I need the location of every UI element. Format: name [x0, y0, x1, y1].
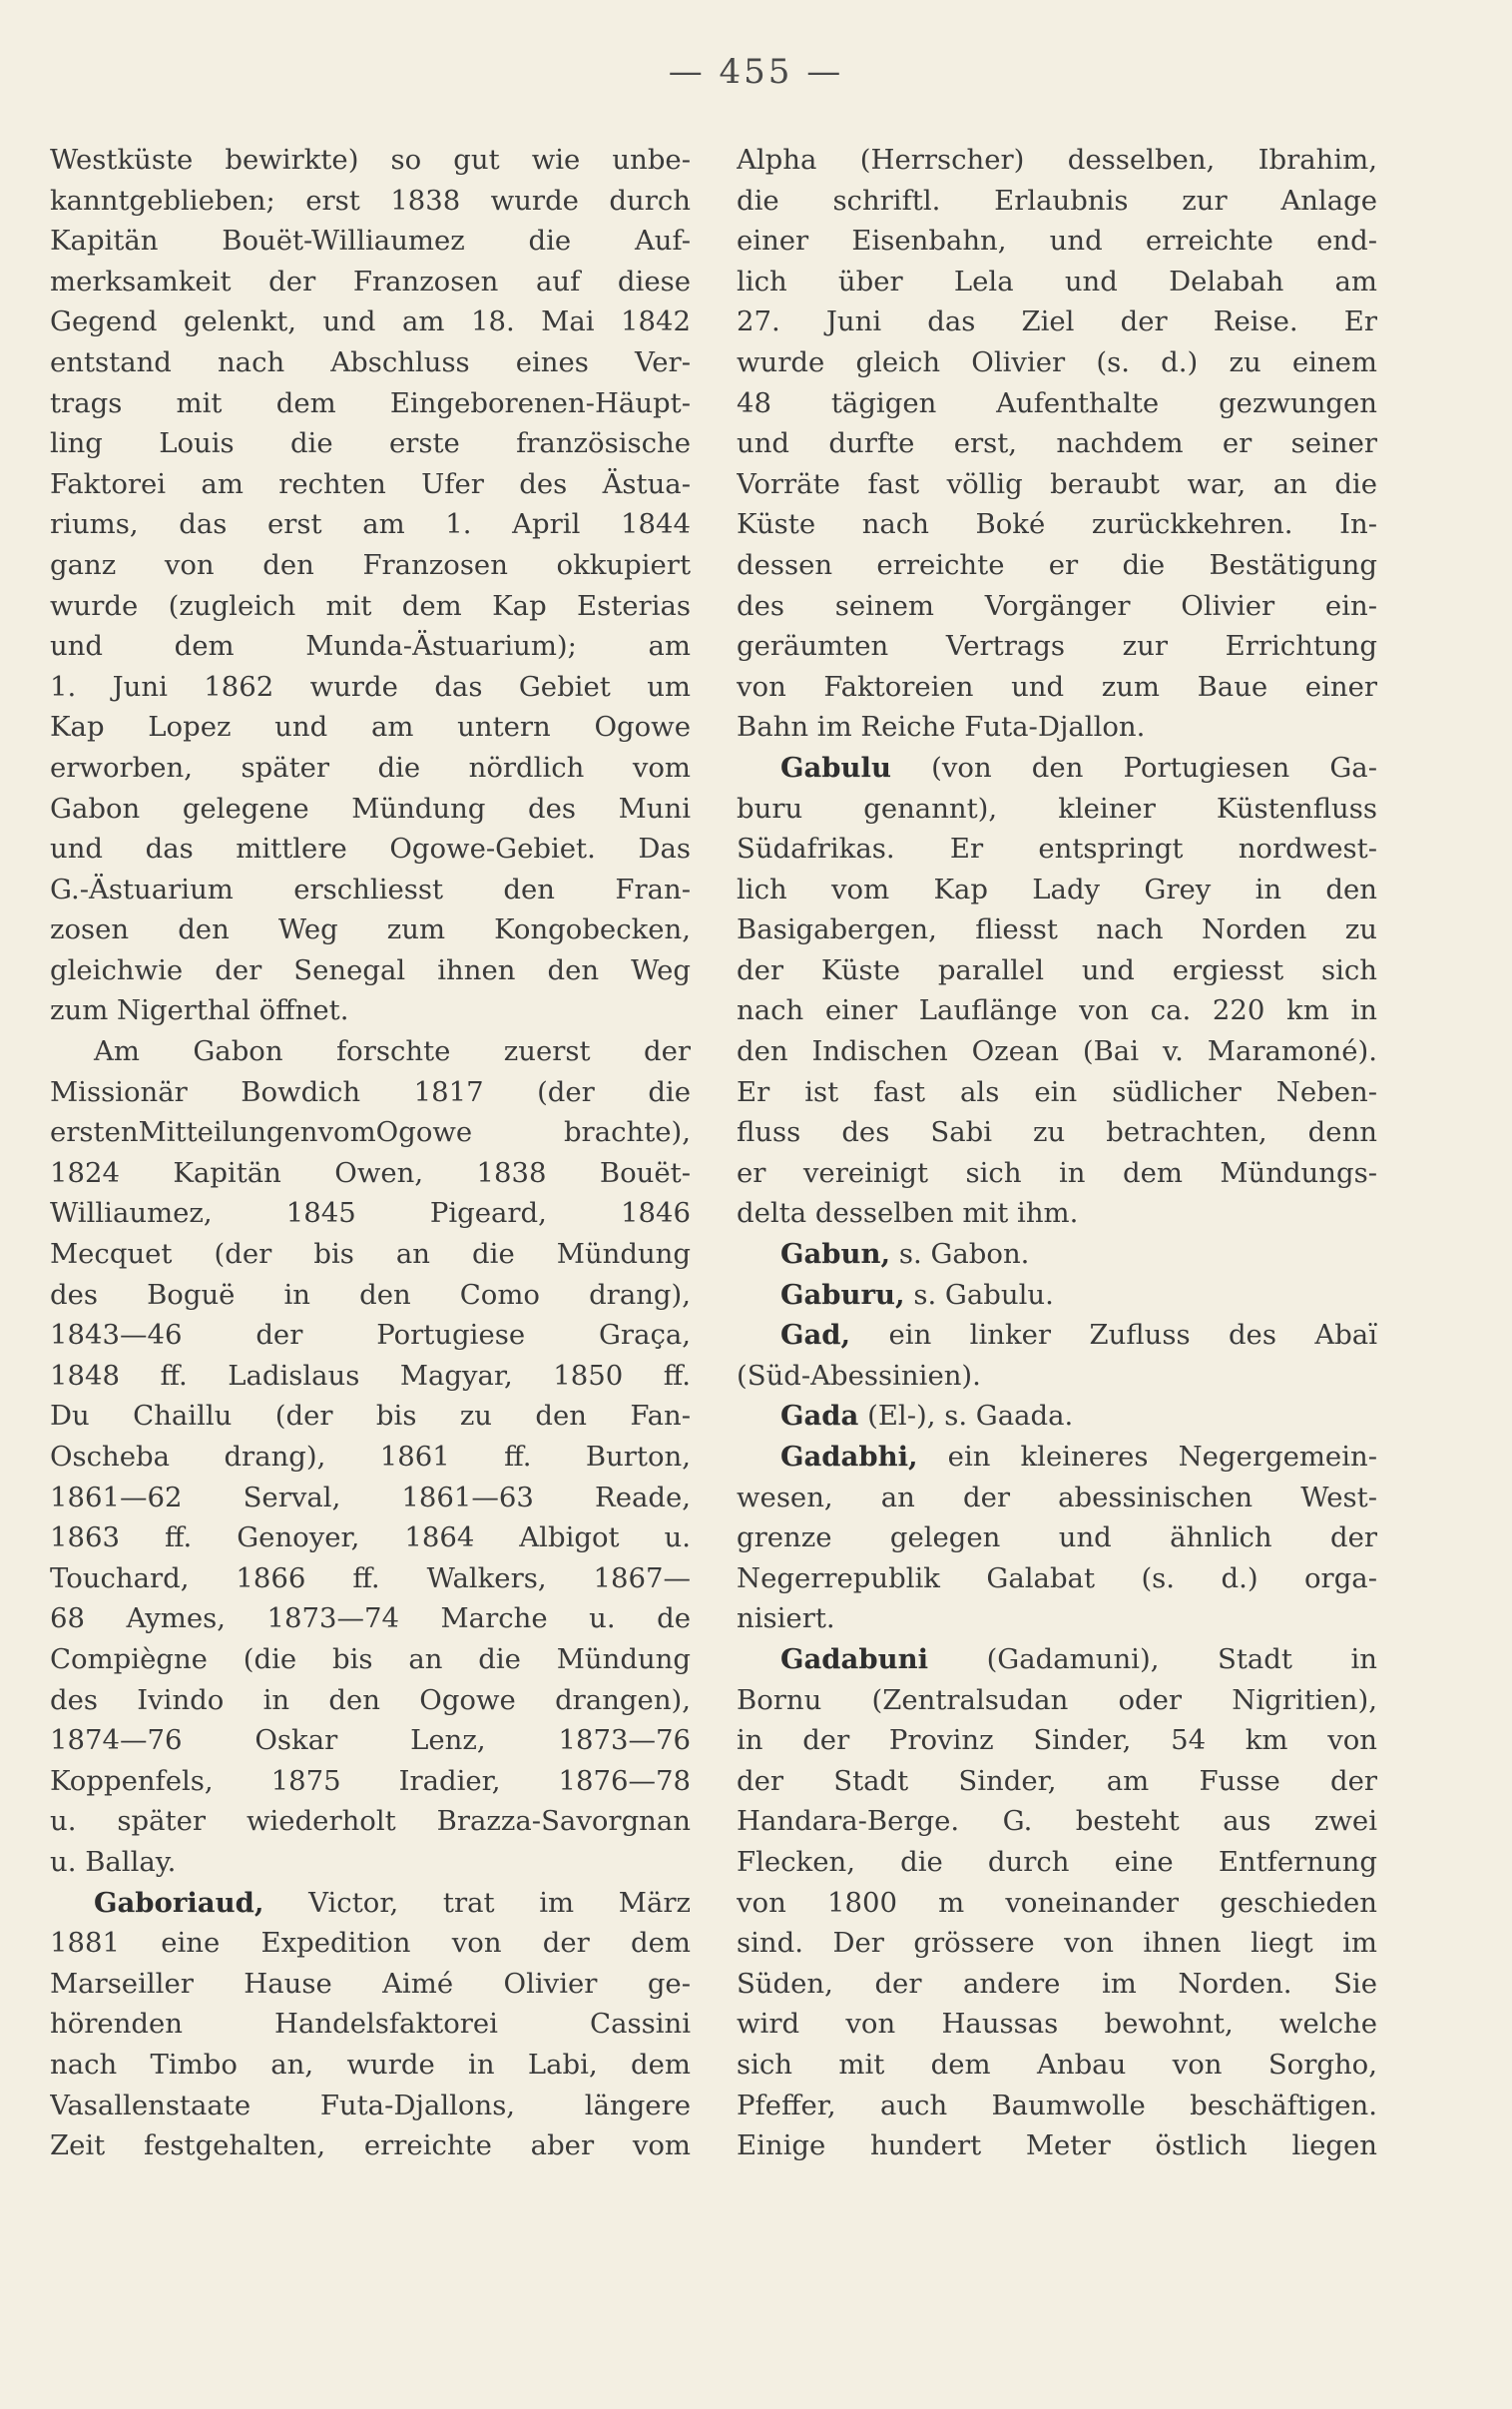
line-text: und dem Munda-Ästuarium); am	[50, 630, 691, 663]
line-text: des seinem Vorgänger Olivier ein-	[737, 589, 1377, 622]
line-text: sind. Der grössere von ihnen liegt im	[737, 1927, 1377, 1960]
line-text: Am Gabon forschte zuerst der	[94, 1035, 691, 1068]
text-line	[737, 1193, 1377, 1234]
text-line	[50, 383, 691, 424]
line-text: nisiert.	[737, 1602, 835, 1635]
text-line	[50, 748, 691, 789]
line-text: entstand nach Abschluss eines Ver-	[50, 345, 691, 378]
text-line	[737, 829, 1377, 870]
text-line	[737, 2004, 1377, 2045]
text-line	[50, 2045, 691, 2086]
line-text: 1. Juni 1862 wurde das Gebiet um	[50, 670, 691, 703]
text-line	[737, 1031, 1377, 1072]
text-line	[50, 909, 691, 950]
text-line	[737, 1558, 1377, 1599]
text-line	[50, 1275, 691, 1316]
line-text: nach Timbo an, wurde in Labi, dem	[50, 2048, 691, 2081]
text-line	[737, 1842, 1377, 1883]
line-text: lich über Lela und Delabah am	[737, 265, 1377, 298]
text-line	[737, 545, 1377, 586]
text-line	[737, 909, 1377, 950]
line-text: von 1800 m voneinander geschieden	[737, 1886, 1377, 1919]
text-line	[737, 707, 1377, 748]
line-text: Alpha (Herrscher) desselben, Ibrahim,	[737, 144, 1377, 176]
line-text: Bornu (Zentralsudan oder Nigritien),	[737, 1683, 1377, 1716]
line-text: 1824 Kapitän Owen, 1838 Bouët-	[50, 1156, 691, 1189]
line-text: Kapitän Bouët-Williaumez die Auf-	[50, 225, 691, 258]
text-line	[50, 1639, 691, 1680]
line-text: einer Eisenbahn, und erreichte end-	[737, 225, 1377, 258]
line-text: Touchard, 1866 ff. Walkers, 1867—	[50, 1561, 691, 1594]
line-text: (El-), s. Gaada.	[858, 1400, 1074, 1433]
text-line	[50, 1153, 691, 1194]
line-text: 1861—62 Serval, 1861—63 Reade,	[50, 1481, 691, 1513]
text-line	[50, 667, 691, 708]
text-line	[50, 1598, 691, 1639]
text-line	[737, 1883, 1377, 1924]
text-line	[737, 2086, 1377, 2126]
text-line	[737, 1275, 1377, 1316]
text-line	[737, 1234, 1377, 1275]
line-text: den Indischen Ozean (Bai v. Maramoné).	[737, 1035, 1377, 1068]
text-line	[737, 667, 1377, 708]
line-text: ganz von den Franzosen okkupiert	[50, 548, 691, 581]
text-line	[737, 950, 1377, 991]
text-line	[737, 1801, 1377, 1842]
text-line	[50, 181, 691, 222]
line-text: (Süd-Abessinien).	[737, 1359, 981, 1392]
line-text: kanntgeblieben; erst 1838 wurde durch	[50, 184, 691, 217]
line-text: geräumten Vertrags zur Errichtung	[737, 630, 1377, 663]
text-line	[737, 2045, 1377, 2086]
text-line	[50, 1234, 691, 1275]
text-line	[50, 1193, 691, 1234]
line-text: 1881 eine Expedition von der dem	[50, 1927, 691, 1960]
text-line	[50, 1842, 691, 1883]
line-text: s. Gabulu.	[904, 1278, 1054, 1311]
text-line	[737, 504, 1377, 545]
entry-term: Gada	[780, 1400, 859, 1433]
text-line	[737, 1761, 1377, 1802]
line-text: Williaumez, 1845 Pigeard, 1846	[50, 1197, 691, 1230]
text-line	[737, 1964, 1377, 2005]
text-line	[50, 1801, 691, 1842]
text-line	[737, 626, 1377, 667]
line-text: G.-Ästuarium erschliesst den Fran-	[50, 873, 691, 905]
line-text: Pfeffer, auch Baumwolle beschäftigen.	[737, 2089, 1377, 2121]
line-text: Oscheba drang), 1861 ff. Burton,	[50, 1441, 691, 1473]
text-line	[50, 504, 691, 545]
text-line	[50, 789, 691, 830]
text-line	[50, 1923, 691, 1964]
text-line	[50, 829, 691, 870]
line-text: gleichwie der Senegal ihnen den Weg	[50, 953, 691, 986]
text-line	[50, 2125, 691, 2166]
text-line	[50, 1558, 691, 1599]
line-text: und durfte erst, nachdem er seiner	[737, 427, 1377, 460]
text-line	[50, 262, 691, 302]
line-text: sich mit dem Anbau von Sorgho,	[737, 2048, 1377, 2081]
text-line	[50, 1680, 691, 1721]
text-line	[50, 990, 691, 1031]
text-line	[737, 1153, 1377, 1194]
line-text: der Küste parallel und ergiesst sich	[737, 953, 1377, 986]
line-text: ling Louis die erste französische	[50, 427, 691, 460]
line-text: Marseiller Hause Aimé Olivier ge-	[50, 1967, 691, 2000]
text-line	[737, 1478, 1377, 1518]
text-line	[737, 990, 1377, 1031]
text-line	[737, 748, 1377, 789]
text-line	[50, 1964, 691, 2005]
entry-term: Gad,	[780, 1319, 851, 1352]
text-line	[737, 1598, 1377, 1639]
line-text: Vorräte fast völlig beraubt war, an die	[737, 467, 1377, 500]
line-text: lich vom Kap Lady Grey in den	[737, 873, 1377, 905]
line-text: zosen den Weg zum Kongobecken,	[50, 913, 691, 946]
line-text: Er ist fast als ein südlicher Neben-	[737, 1075, 1377, 1108]
text-line	[737, 342, 1377, 383]
line-text: Faktorei am rechten Ufer des Ästua-	[50, 467, 691, 500]
text-line	[737, 1396, 1377, 1437]
line-text: er vereinigt sich in dem Mündungs-	[737, 1156, 1377, 1189]
line-text: Einige hundert Meter östlich liegen	[737, 2129, 1377, 2162]
text-line	[737, 301, 1377, 342]
line-text: ein kleineres Negergemein-	[917, 1441, 1377, 1473]
text-line	[50, 2086, 691, 2126]
text-line	[50, 2004, 691, 2045]
text-line	[737, 1072, 1377, 1113]
entry-term: Gadabuni	[780, 1642, 929, 1675]
text-line	[50, 221, 691, 262]
line-text: 68 Aymes, 1873—74 Marche u. de	[50, 1602, 691, 1635]
text-line	[50, 1112, 691, 1153]
line-text: erstenMitteilungenvomOgowe brachte),	[50, 1116, 691, 1149]
text-line	[737, 464, 1377, 505]
line-text: wesen, an der abessinischen West-	[737, 1481, 1377, 1513]
text-line	[737, 1680, 1377, 1721]
line-text: des Ivindo in den Ogowe drangen),	[50, 1683, 691, 1716]
text-line	[737, 1639, 1377, 1680]
text-line	[737, 262, 1377, 302]
text-line	[50, 950, 691, 991]
text-line	[737, 1112, 1377, 1153]
text-line	[737, 1437, 1377, 1478]
text-line	[50, 1396, 691, 1437]
right-column	[737, 140, 1377, 2166]
line-text: Bahn im Reiche Futa-Djallon.	[737, 711, 1146, 744]
text-line	[50, 140, 691, 181]
line-text: Mecquet (der bis an die Mündung	[50, 1238, 691, 1271]
line-text: 1863 ff. Genoyer, 1864 Albigot u.	[50, 1521, 691, 1554]
line-text: Du Chaillu (der bis zu den Fan-	[50, 1400, 691, 1433]
line-text: 48 tägigen Aufenthalte gezwungen	[737, 386, 1377, 419]
text-line	[50, 1720, 691, 1761]
text-line	[50, 1883, 691, 1924]
text-line	[737, 586, 1377, 627]
line-text: Victor, trat im März	[263, 1886, 691, 1919]
line-text: u. Ballay.	[50, 1845, 177, 1878]
line-text: des Boguë in den Como drang),	[50, 1278, 691, 1311]
text-line	[737, 221, 1377, 262]
line-text: Gegend gelenkt, und am 18. Mai 1842	[50, 305, 691, 338]
line-text: riums, das erst am 1. April 1844	[50, 508, 691, 541]
page-number: — 455 —	[668, 52, 844, 92]
line-text: fluss des Sabi zu betrachten, denn	[737, 1116, 1377, 1149]
line-text: u. später wiederholt Brazza-Savorgnan	[50, 1805, 691, 1838]
text-line	[50, 464, 691, 505]
line-text: Westküste bewirkte) so gut wie unbe-	[50, 144, 691, 176]
line-text: wird von Haussas bewohnt, welche	[737, 2008, 1377, 2041]
text-line	[50, 1356, 691, 1397]
text-line	[50, 1315, 691, 1356]
entry-term: Gaboriaud,	[94, 1886, 264, 1919]
text-line	[737, 181, 1377, 222]
text-line	[50, 1031, 691, 1072]
text-line	[50, 586, 691, 627]
text-line	[737, 789, 1377, 830]
line-text: in der Provinz Sinder, 54 km von	[737, 1724, 1377, 1757]
line-text: (Gadamuni), Stadt in	[928, 1642, 1377, 1675]
line-text: 1843—46 der Portugiese Graça,	[50, 1319, 691, 1352]
line-text: der Stadt Sinder, am Fusse der	[737, 1764, 1377, 1797]
text-line	[737, 1356, 1377, 1397]
line-text: wurde (zugleich mit dem Kap Esterias	[50, 589, 691, 622]
line-text: Handara-Berge. G. besteht aus zwei	[737, 1805, 1377, 1838]
text-line	[50, 1478, 691, 1518]
text-line	[50, 342, 691, 383]
line-text: delta desselben mit ihm.	[737, 1197, 1079, 1230]
line-text: s. Gabon.	[890, 1238, 1030, 1271]
line-text: Basigabergen, fliesst nach Norden zu	[737, 913, 1377, 946]
entry-term: Gabun,	[780, 1238, 891, 1271]
text-line	[50, 545, 691, 586]
text-line	[50, 423, 691, 464]
line-text: nach einer Lauflänge von ca. 220 km in	[737, 994, 1377, 1027]
entry-term: Gaburu,	[780, 1278, 905, 1311]
entry-term: Gabulu	[780, 751, 891, 784]
text-line	[737, 1517, 1377, 1558]
line-text: Süden, der andere im Norden. Sie	[737, 1967, 1377, 2000]
text-line	[737, 423, 1377, 464]
text-line	[50, 1072, 691, 1113]
line-text: Flecken, die durch eine Entfernung	[737, 1845, 1377, 1878]
line-text: hörenden Handelsfaktorei Cassini	[50, 2008, 691, 2041]
line-text: Gabon gelegene Mündung des Muni	[50, 792, 691, 825]
text-line	[50, 1761, 691, 1802]
line-text: (von den Portugiesen Ga-	[890, 751, 1377, 784]
line-text: ein linker Zufluss des Abaï	[850, 1319, 1377, 1352]
line-text: von Faktoreien und zum Baue einer	[737, 670, 1377, 703]
text-line	[50, 870, 691, 910]
text-line	[737, 383, 1377, 424]
line-text: grenze gelegen und ähnlich der	[737, 1521, 1377, 1554]
line-text: Südafrikas. Er entspringt nordwest-	[737, 833, 1377, 866]
line-text: erworben, später die nördlich vom	[50, 751, 691, 784]
line-text: merksamkeit der Franzosen auf diese	[50, 265, 691, 298]
entry-term: Gadabhi,	[780, 1441, 918, 1473]
text-line	[737, 1923, 1377, 1964]
line-text: trags mit dem Eingeborenen-Häupt-	[50, 386, 691, 419]
text-line	[50, 301, 691, 342]
line-text: Koppenfels, 1875 Iradier, 1876—78	[50, 1764, 691, 1797]
line-text: 1848 ff. Ladislaus Magyar, 1850 ff.	[50, 1359, 691, 1392]
line-text: Vasallenstaate Futa-Djallons, längere	[50, 2089, 691, 2121]
text-line	[50, 626, 691, 667]
line-text: Zeit festgehalten, erreichte aber vom	[50, 2129, 691, 2162]
line-text: Kap Lopez und am untern Ogowe	[50, 711, 691, 744]
text-line	[50, 1437, 691, 1478]
line-text: wurde gleich Olivier (s. d.) zu einem	[737, 345, 1377, 378]
line-text: Missionär Bowdich 1817 (der die	[50, 1075, 691, 1108]
text-line	[737, 140, 1377, 181]
text-line	[50, 1517, 691, 1558]
line-text: dessen erreichte er die Bestätigung	[737, 548, 1377, 581]
text-line	[737, 2125, 1377, 2166]
line-text: zum Nigerthal öffnet.	[50, 994, 349, 1027]
line-text: 27. Juni das Ziel der Reise. Er	[737, 305, 1377, 338]
text-line	[737, 1720, 1377, 1761]
line-text: die schriftl. Erlaubnis zur Anlage	[737, 184, 1377, 217]
line-text: Compiègne (die bis an die Mündung	[50, 1642, 691, 1675]
text-line	[50, 707, 691, 748]
line-text: 1874—76 Oskar Lenz, 1873—76	[50, 1724, 691, 1757]
text-line	[737, 1315, 1377, 1356]
text-line	[737, 870, 1377, 910]
line-text: buru genannt), kleiner Küstenfluss	[737, 792, 1377, 825]
line-text: Negerrepublik Galabat (s. d.) orga-	[737, 1561, 1377, 1594]
line-text: Küste nach Boké zurückkehren. In-	[737, 508, 1377, 541]
line-text: und das mittlere Ogowe-Gebiet. Das	[50, 833, 691, 866]
left-column	[50, 140, 691, 2166]
